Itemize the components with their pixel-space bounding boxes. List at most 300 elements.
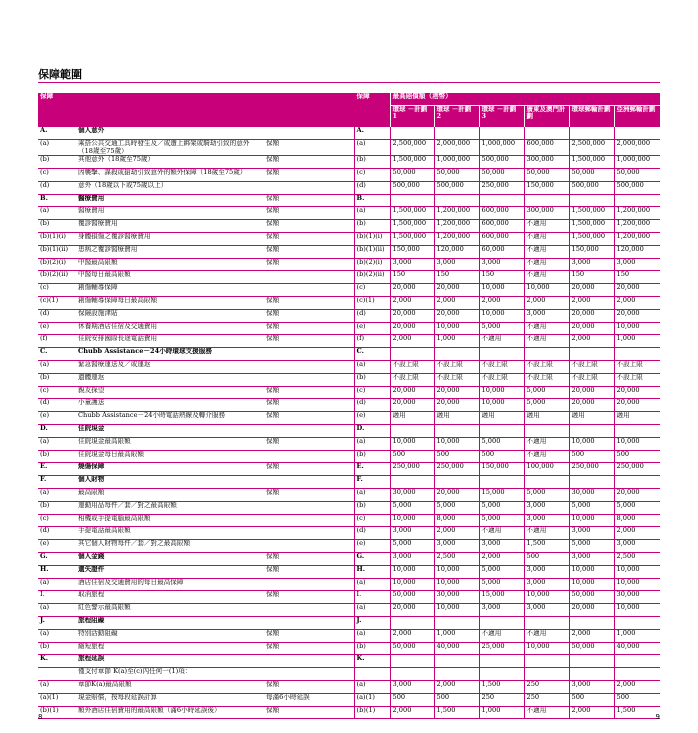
- row-description: 酒店住宿及交通費用的每日最高保障: [76, 578, 264, 591]
- row-amount: 20,000: [569, 399, 614, 412]
- row-description: 創傷輔導保障: [76, 284, 264, 297]
- row-amount: 10,000: [390, 514, 434, 527]
- row-amount: 500,000: [390, 181, 434, 194]
- row-amount: 1,200,000: [434, 207, 479, 220]
- row-code: (a): [38, 604, 76, 617]
- table-row: [38, 361, 660, 374]
- row-amount: 20,000: [569, 322, 614, 335]
- page-number-left: 8: [38, 713, 43, 721]
- row-amount: 50,000: [569, 169, 614, 182]
- row-amount: 20,000: [569, 309, 614, 322]
- row-amount: 10,000: [479, 399, 524, 412]
- row-amount: 1,500,000: [569, 233, 614, 246]
- row-amount: [390, 616, 434, 629]
- row-amount: 20,000: [569, 284, 614, 297]
- row-amount: 30,000: [569, 488, 614, 501]
- row-amount: 10,000: [524, 591, 569, 604]
- row-benefit-type: [264, 604, 354, 617]
- row-amount: 600,000: [479, 233, 524, 246]
- row-code-right: (c): [354, 514, 390, 527]
- row-code-right: (f): [354, 335, 390, 348]
- row-amount: 不設上限: [434, 373, 479, 386]
- row-code: (b)(1)(i): [38, 233, 76, 246]
- row-amount: 120,000: [434, 245, 479, 258]
- row-amount: 30,000: [390, 488, 434, 501]
- row-description: 個人財物: [76, 476, 264, 489]
- row-amount: 20,000: [390, 322, 434, 335]
- row-description: 最高限額: [76, 488, 264, 501]
- row-amount: [434, 668, 479, 681]
- row-description: 章節K(a)最高限額: [76, 680, 264, 693]
- row-amount: 500: [569, 693, 614, 706]
- row-benefit-type: 保額: [264, 245, 354, 258]
- row-code-right: (a): [354, 361, 390, 374]
- row-amount: 150,000: [524, 181, 569, 194]
- row-code: (e): [38, 540, 76, 553]
- row-amount: 不設上限: [479, 373, 524, 386]
- row-code-right: (b): [354, 501, 390, 514]
- row-amount: 10,000: [434, 565, 479, 578]
- row-amount: [569, 655, 614, 668]
- header-coverage-2: 保障: [354, 93, 390, 127]
- row-amount: 250: [524, 693, 569, 706]
- table-row: [38, 207, 660, 220]
- row-amount: 2,000: [479, 297, 524, 310]
- row-code-right: J.: [354, 616, 390, 629]
- row-amount: 20,000: [614, 399, 660, 412]
- row-amount: 250,000: [434, 463, 479, 476]
- row-amount: 20,000: [614, 309, 660, 322]
- table-row: [38, 463, 660, 476]
- row-amount: 2,000,000: [614, 140, 660, 156]
- row-amount: 20,000: [434, 386, 479, 399]
- row-benefit-type: 保額: [264, 233, 354, 246]
- row-description: 其它個人財物每件／套／對之最高限額: [76, 540, 264, 553]
- row-benefit-type: 保額: [264, 591, 354, 604]
- header-max-amount: 最高賠償額（港幣）: [390, 93, 660, 105]
- table-row: [38, 245, 660, 258]
- row-amount: [614, 348, 660, 361]
- row-amount: 10,000: [434, 322, 479, 335]
- row-code-right: (b)(2)(ii): [354, 271, 390, 284]
- row-amount: [569, 616, 614, 629]
- row-description: 住院現金最高限額: [76, 437, 264, 450]
- table-row: [38, 706, 660, 719]
- row-amount: 500: [434, 450, 479, 463]
- row-amount: 1,000,000: [434, 156, 479, 169]
- table-row: [38, 181, 660, 194]
- row-benefit-type: 保額: [264, 552, 354, 565]
- row-amount: 不適用: [524, 258, 569, 271]
- row-code: (e): [38, 412, 76, 425]
- row-code-right: [354, 668, 390, 681]
- table-row: [38, 335, 660, 348]
- row-amount: 5,000: [524, 488, 569, 501]
- row-amount: 10,000: [569, 578, 614, 591]
- row-amount: 5,000: [569, 501, 614, 514]
- row-amount: 500: [390, 450, 434, 463]
- row-amount: 2,000: [614, 527, 660, 540]
- row-benefit-type: [264, 540, 354, 553]
- row-amount: 50,000: [479, 169, 524, 182]
- row-amount: [390, 476, 434, 489]
- row-amount: [479, 348, 524, 361]
- row-code: (b): [38, 501, 76, 514]
- row-code: J.: [38, 616, 76, 629]
- row-amount: 5,000: [390, 501, 434, 514]
- row-amount: 500: [569, 450, 614, 463]
- table-row: [38, 591, 660, 604]
- row-amount: 10,000: [614, 604, 660, 617]
- row-code: (c): [38, 284, 76, 297]
- row-code: (d): [38, 181, 76, 194]
- row-description: 親友探望: [76, 386, 264, 399]
- row-amount: 8,000: [614, 514, 660, 527]
- table-row: [38, 565, 660, 578]
- row-code-right: I.: [354, 591, 390, 604]
- row-amount: 10,000: [390, 578, 434, 591]
- row-code-right: (d): [354, 181, 390, 194]
- row-amount: 30,000: [434, 591, 479, 604]
- row-code: (b)(1)(ii): [38, 245, 76, 258]
- row-amount: 5,000: [479, 514, 524, 527]
- row-amount: 300,000: [524, 207, 569, 220]
- row-amount: 50,000: [614, 169, 660, 182]
- table-row: [38, 668, 660, 681]
- row-amount: [390, 424, 434, 437]
- row-amount: 5,000: [479, 322, 524, 335]
- row-amount: 2,000: [390, 629, 434, 642]
- row-amount: 250: [524, 680, 569, 693]
- row-amount: 不設上限: [524, 361, 569, 374]
- row-amount: [390, 668, 434, 681]
- row-benefit-type: [264, 527, 354, 540]
- row-amount: 150: [390, 271, 434, 284]
- row-amount: 3,000: [614, 258, 660, 271]
- row-amount: 2,000: [390, 706, 434, 719]
- row-description: 因襲擊、謀殺或搶劫引致意外的額外保障（18歲至75歲）: [76, 169, 264, 182]
- row-amount: [479, 655, 524, 668]
- row-code-right: D.: [354, 424, 390, 437]
- row-amount: 150,000: [479, 463, 524, 476]
- row-amount: 10,000: [479, 386, 524, 399]
- row-amount: 10,000: [390, 437, 434, 450]
- row-description: 相機或手提電腦最高限額: [76, 514, 264, 527]
- row-code-right: (b)(1)(ii): [354, 245, 390, 258]
- table-row: [38, 514, 660, 527]
- row-amount: 3,000: [390, 527, 434, 540]
- row-code: (b): [38, 450, 76, 463]
- table-row: [38, 578, 660, 591]
- row-amount: 60,000: [479, 245, 524, 258]
- row-code-right: (c)(1): [354, 297, 390, 310]
- row-amount: 2,500,000: [390, 140, 434, 156]
- row-code-right: (a): [354, 604, 390, 617]
- table-row: [38, 309, 660, 322]
- row-amount: 150: [434, 271, 479, 284]
- row-description: 中醫每日最高限額: [76, 271, 264, 284]
- row-code: (b): [38, 220, 76, 233]
- row-amount: 10,000: [434, 437, 479, 450]
- row-amount: [479, 424, 524, 437]
- row-description: 運動用品每件／套／對之最高限額: [76, 501, 264, 514]
- row-description: 覆診醫療費用: [76, 220, 264, 233]
- row-description: 現金賠償，按每段延誤計算: [76, 693, 264, 706]
- row-benefit-type: [264, 476, 354, 489]
- row-description: 取消旅程: [76, 591, 264, 604]
- row-amount: 250,000: [479, 181, 524, 194]
- row-code: (a): [38, 207, 76, 220]
- row-description: 保險設施津貼: [76, 309, 264, 322]
- row-benefit-type: 保額: [264, 629, 354, 642]
- row-amount: 20,000: [434, 284, 479, 297]
- row-code-right: (c): [354, 169, 390, 182]
- row-amount: [390, 194, 434, 207]
- row-amount: 5,000: [390, 540, 434, 553]
- row-amount: 不適用: [524, 450, 569, 463]
- row-amount: 不設上限: [524, 373, 569, 386]
- row-code: C.: [38, 348, 76, 361]
- row-benefit-type: 保額: [264, 194, 354, 207]
- row-amount: [569, 476, 614, 489]
- row-description: 個人金錢: [76, 552, 264, 565]
- row-amount: [569, 668, 614, 681]
- row-code: E.: [38, 463, 76, 476]
- row-amount: 3,000: [434, 540, 479, 553]
- row-amount: [614, 616, 660, 629]
- table-row: [38, 552, 660, 565]
- row-amount: 3,000: [390, 680, 434, 693]
- row-benefit-type: [264, 578, 354, 591]
- row-amount: 2,000: [390, 335, 434, 348]
- row-benefit-type: 保額: [264, 156, 354, 169]
- row-amount: 15,000: [479, 591, 524, 604]
- row-benefit-type: 保額: [264, 437, 354, 450]
- row-benefit-type: 保額: [264, 565, 354, 578]
- row-amount: 不適用: [524, 335, 569, 348]
- row-amount: [479, 127, 524, 139]
- table-row: [38, 616, 660, 629]
- row-amount: [479, 476, 524, 489]
- row-amount: 300,000: [524, 156, 569, 169]
- row-amount: 3,000: [524, 514, 569, 527]
- row-amount: 250,000: [569, 463, 614, 476]
- table-row: [38, 322, 660, 335]
- header-coverage: 保障: [38, 93, 354, 127]
- row-amount: 1,200,000: [614, 220, 660, 233]
- row-code-right: G.: [354, 552, 390, 565]
- row-amount: 10,000: [434, 604, 479, 617]
- row-benefit-type: 保額: [264, 706, 354, 719]
- row-amount: [524, 127, 569, 139]
- row-code-right: (c): [354, 284, 390, 297]
- row-code: (b): [38, 373, 76, 386]
- row-amount: 3,000: [390, 258, 434, 271]
- row-description: 其他意外（18歲至75歲）: [76, 156, 264, 169]
- table-row: [38, 693, 660, 706]
- row-amount: [479, 194, 524, 207]
- row-amount: [614, 194, 660, 207]
- row-amount: 1,500,000: [390, 156, 434, 169]
- row-amount: 20,000: [614, 386, 660, 399]
- row-amount: [614, 655, 660, 668]
- row-description: 住院現金每日最高限額: [76, 450, 264, 463]
- row-code-right: A.: [354, 127, 390, 139]
- row-amount: 10,000: [434, 578, 479, 591]
- row-benefit-type: [264, 424, 354, 437]
- row-amount: 10,000: [569, 565, 614, 578]
- row-amount: [524, 194, 569, 207]
- row-amount: 不適用: [479, 335, 524, 348]
- row-amount: 3,000: [524, 309, 569, 322]
- row-code-right: (e): [354, 412, 390, 425]
- coverage-table-container: [38, 93, 660, 719]
- row-benefit-type: [264, 127, 354, 139]
- row-amount: 1,000: [614, 629, 660, 642]
- row-benefit-type: [264, 361, 354, 374]
- row-code-right: H.: [354, 565, 390, 578]
- row-code-right: (b): [354, 220, 390, 233]
- row-code-right: (a)(1): [354, 693, 390, 706]
- table-row: [38, 156, 660, 169]
- row-amount: 2,000: [569, 335, 614, 348]
- row-benefit-type: 保額: [264, 309, 354, 322]
- row-amount: 3,000: [524, 501, 569, 514]
- table-row: [38, 604, 660, 617]
- row-code: (c): [38, 169, 76, 182]
- row-amount: 3,000: [524, 578, 569, 591]
- row-amount: [614, 127, 660, 139]
- plan-header: 環球 －計劃 1: [390, 105, 434, 127]
- row-amount: 5,000: [479, 565, 524, 578]
- row-description: 中醫最高限額: [76, 258, 264, 271]
- row-amount: 適用: [524, 412, 569, 425]
- row-amount: 3,000: [569, 258, 614, 271]
- row-amount: 3,000: [479, 604, 524, 617]
- row-amount: 600,000: [479, 207, 524, 220]
- row-amount: 2,500,000: [569, 140, 614, 156]
- row-amount: 600,000: [524, 140, 569, 156]
- row-amount: 150,000: [569, 245, 614, 258]
- row-code: (c)(1): [38, 297, 76, 310]
- row-amount: 50,000: [524, 169, 569, 182]
- row-amount: [390, 655, 434, 668]
- row-code-right: (a): [354, 680, 390, 693]
- row-code: (b)(2)(ii): [38, 271, 76, 284]
- row-benefit-type: 保額: [264, 220, 354, 233]
- row-code-right: (b)(2)(i): [354, 258, 390, 271]
- row-code: A.: [38, 127, 76, 139]
- plan-header: 環球 －計劃 3: [479, 105, 524, 127]
- row-amount: 5,000: [569, 540, 614, 553]
- row-amount: 1,500,000: [569, 207, 614, 220]
- row-amount: 20,000: [434, 488, 479, 501]
- row-amount: 2,000: [569, 297, 614, 310]
- row-code: (a): [38, 629, 76, 642]
- page-number-right: 9: [655, 713, 660, 721]
- row-amount: [569, 127, 614, 139]
- row-amount: 適用: [390, 412, 434, 425]
- row-benefit-type: 保額: [264, 258, 354, 271]
- row-description: 意外（18歲以下或75歲以上）: [76, 181, 264, 194]
- row-description: 紅色警示最高限額: [76, 604, 264, 617]
- row-amount: 1,000: [434, 335, 479, 348]
- row-code-right: (b): [354, 373, 390, 386]
- table-row: [38, 220, 660, 233]
- table-row: [38, 194, 660, 207]
- row-amount: 500: [614, 450, 660, 463]
- row-amount: 不設上限: [390, 373, 434, 386]
- row-code: (d): [38, 399, 76, 412]
- row-amount: 5,000: [479, 578, 524, 591]
- row-amount: 1,200,000: [434, 220, 479, 233]
- row-code: F.: [38, 476, 76, 489]
- plan-header: 廣東及澳門計劃: [524, 105, 569, 127]
- row-description: 創傷輔導保障每日最高限額: [76, 297, 264, 310]
- row-amount: 不適用: [524, 322, 569, 335]
- row-description: 旅程延誤: [76, 655, 264, 668]
- row-amount: 1,500,000: [390, 207, 434, 220]
- row-amount: [524, 476, 569, 489]
- table-row: [38, 258, 660, 271]
- row-amount: 40,000: [434, 642, 479, 655]
- row-amount: 150: [479, 271, 524, 284]
- row-amount: 3,000: [390, 552, 434, 565]
- row-code: (a): [38, 680, 76, 693]
- row-amount: 20,000: [569, 604, 614, 617]
- row-description: 燒傷保障: [76, 463, 264, 476]
- row-code: (f): [38, 335, 76, 348]
- row-amount: [434, 616, 479, 629]
- row-amount: 250: [479, 693, 524, 706]
- row-code: H.: [38, 565, 76, 578]
- table-row: [38, 629, 660, 642]
- row-amount: 500: [479, 450, 524, 463]
- row-benefit-type: 保額: [264, 207, 354, 220]
- row-amount: 1,500,000: [569, 220, 614, 233]
- row-amount: 2,000: [614, 680, 660, 693]
- row-amount: 不適用: [479, 629, 524, 642]
- table-row: [38, 297, 660, 310]
- row-code: (b)(1): [38, 706, 76, 719]
- row-amount: 1,500: [524, 540, 569, 553]
- row-code: (c): [38, 514, 76, 527]
- row-amount: 40,000: [614, 642, 660, 655]
- row-code-right: (a): [354, 629, 390, 642]
- row-amount: 500: [524, 552, 569, 565]
- row-amount: 3,000: [524, 565, 569, 578]
- row-code: (e): [38, 322, 76, 335]
- title-rule: [38, 82, 660, 83]
- table-row: [38, 140, 660, 156]
- row-amount: 3,000: [479, 540, 524, 553]
- row-amount: 適用: [614, 412, 660, 425]
- row-code-right: (a): [354, 207, 390, 220]
- row-benefit-type: 保額: [264, 335, 354, 348]
- row-amount: 5,000: [479, 501, 524, 514]
- row-amount: 2,000: [524, 297, 569, 310]
- row-benefit-type: 保額: [264, 322, 354, 335]
- row-description: 醫療費用: [76, 207, 264, 220]
- row-code: (a): [38, 140, 76, 156]
- row-code: (b): [38, 156, 76, 169]
- row-amount: [569, 348, 614, 361]
- row-benefit-type: 保額: [264, 297, 354, 310]
- row-amount: 3,000: [614, 540, 660, 553]
- row-amount: [434, 194, 479, 207]
- table-body: [38, 127, 660, 719]
- row-code-right: (a): [354, 140, 390, 156]
